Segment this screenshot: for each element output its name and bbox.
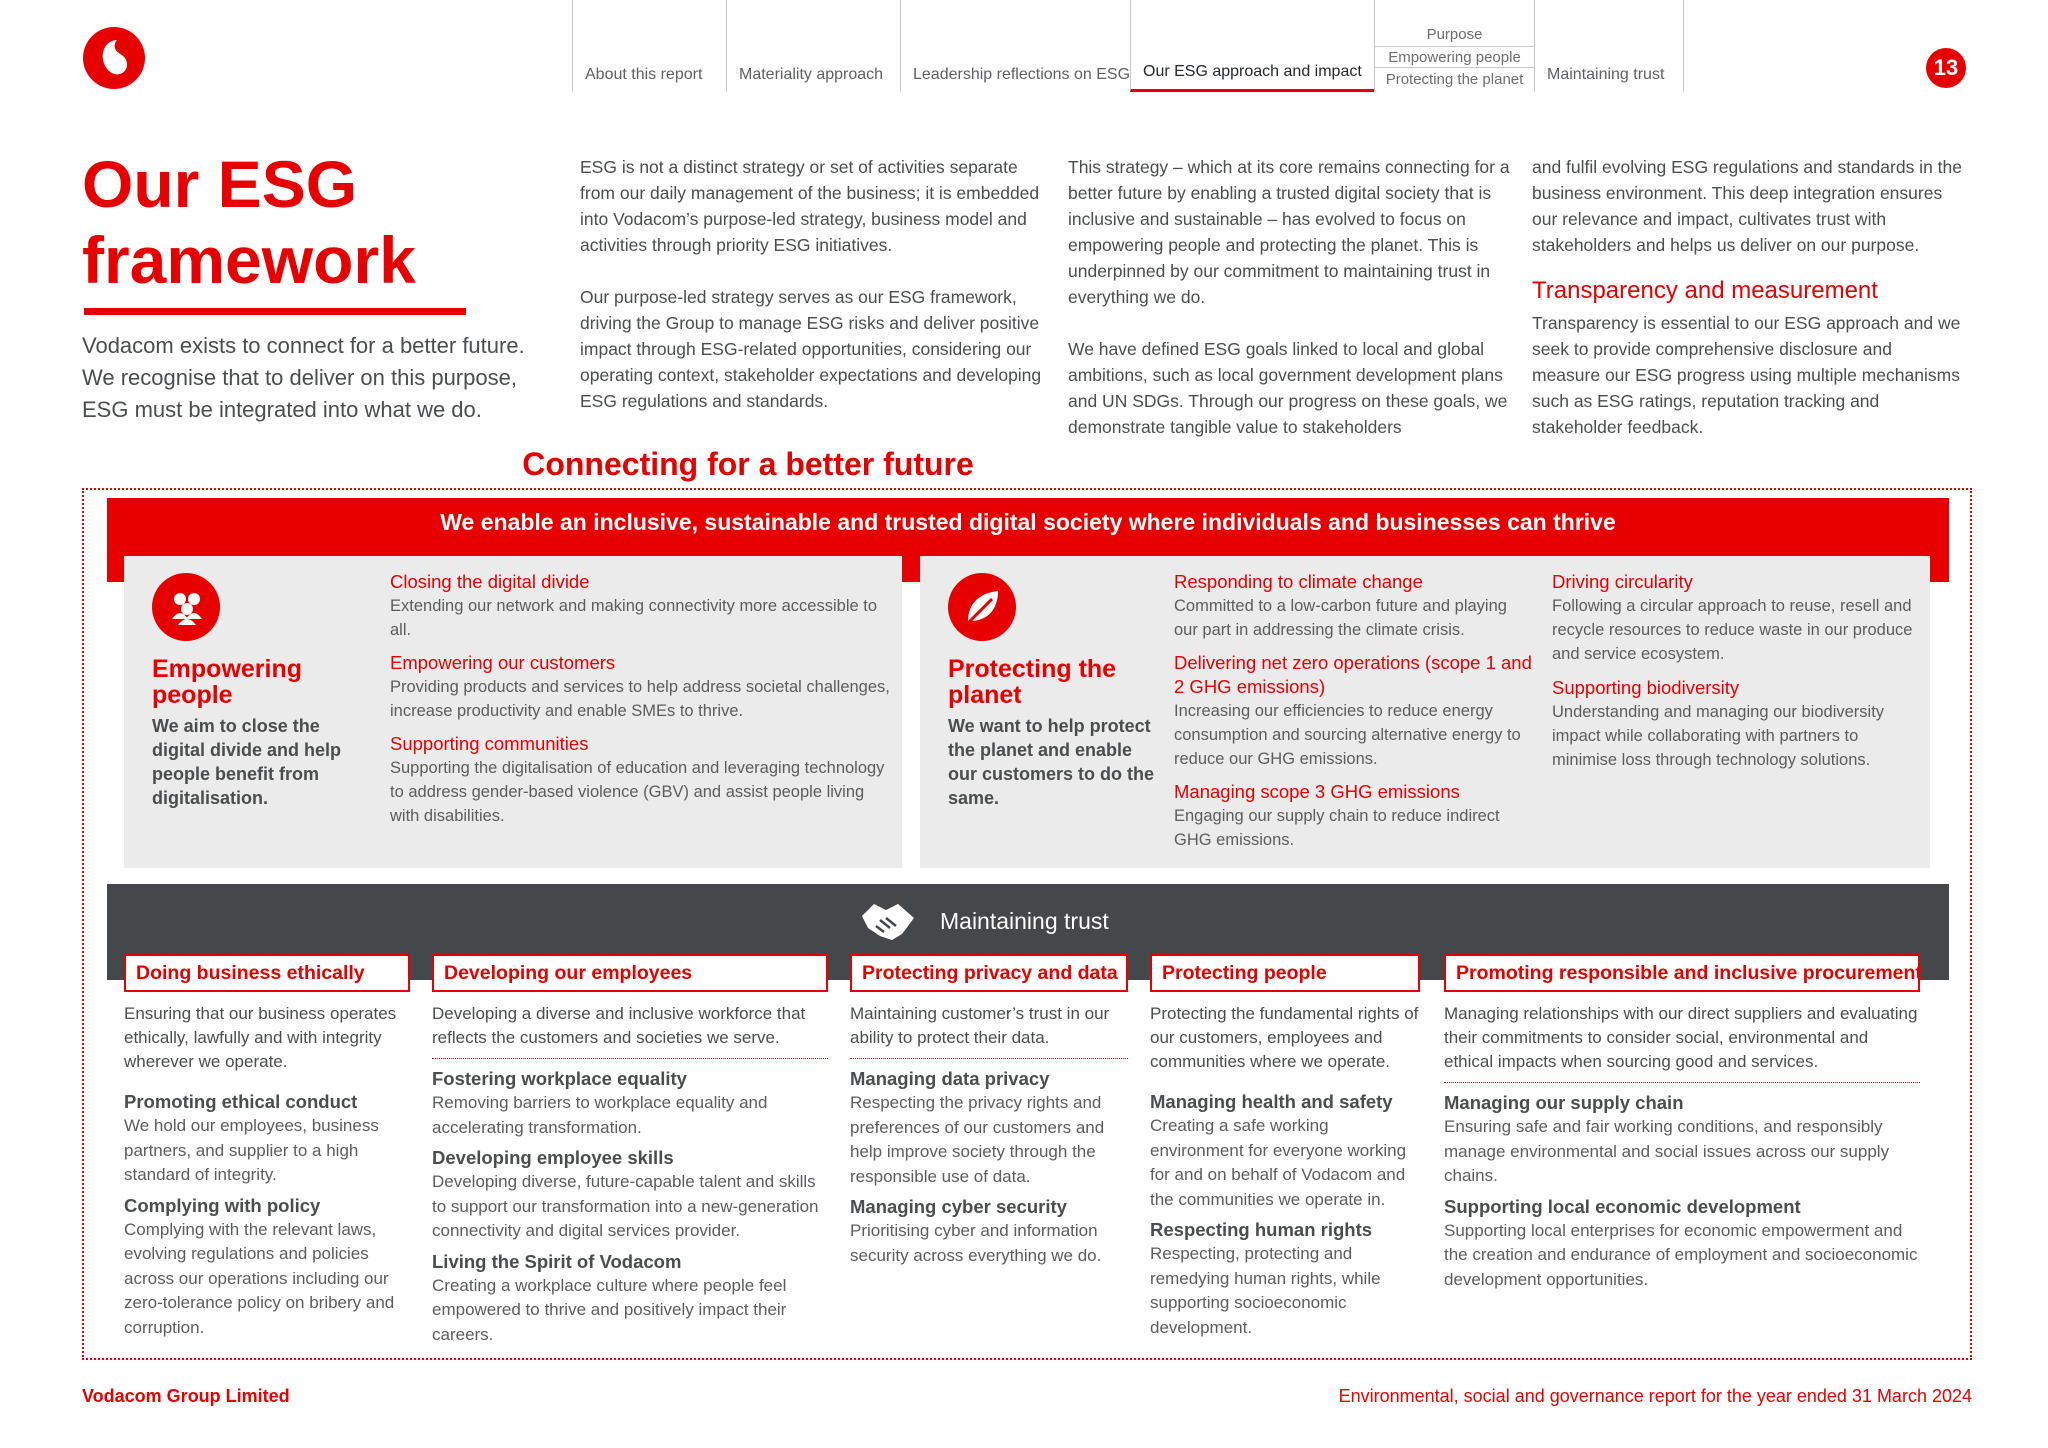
nav-sub-purpose[interactable]: Purpose [1426,26,1483,43]
page-title: Our ESG framework [82,147,416,297]
nav-tab-leadership[interactable]: Leadership reflections on ESG [900,0,1142,92]
trust-column-ethics: Doing business ethically Ensuring that our business operates ethically, lawfully and with integrity wherever we operate. Promoting ethical conduct We hold our employees, business partners, and supplier to a high standard of integrity. Complying with policy Complying with the relevant laws, evolving regulations and policies across our operations including our zero-tolerance policy on bribery and corruption. [124,954,410,1346]
trust-column-title: Doing business ethically [124,954,410,992]
footer-company: Vodacom Group Limited [82,1386,290,1406]
item-empowering-customers: Empowering our customers Providing products and services to help address societal challenges, increase productivity and enable SMEs to thrive. [390,652,890,720]
people-icon [152,573,220,641]
nav-tab-about[interactable]: About this report [572,0,714,92]
trust-column-title: Promoting responsible and inclusive procurement [1444,954,1920,992]
item-driving-circularity: Driving circularity Following a circular approach to reuse, resell and recycle resources to reduce waste in our produce and service ecosystem. [1552,571,1913,663]
transparency-heading: Transparency and measurement [1532,277,1878,304]
footer-report-title: Environmental, social and governance report for the year ended 31 March 2024 [1338,1386,1972,1406]
item-responding-climate-change: Responding to climate change Committed to a low-carbon future and playing our part in addressing the climate crisis. [1174,571,1507,639]
body-column-2: This strategy – which at its core remains connecting for a better future by enabling a trusted digital society that is inclusive and sustainable – has evolved to focus on empowering people and protecting the planet. This is underpinned by our commitment to maintaining trust in everything we do. We have defined ESG goals linked to local and global ambitions, such as local government development plans and UN SDGs. Through our progress on these goals, we demonstrate tangible value to stakeholders [1068,157,1510,437]
leaf-icon [948,573,1016,641]
framework-heading: Connecting for a better future [522,446,974,482]
empowering-people-desc: We aim to close the digital divide and help people benefit from digitalisation. [152,716,342,808]
trust-column-procurement: Promoting responsible and inclusive procurement Managing relationships with our direct suppliers and evaluating their commitments to consider social, environmental and ethical impacts when sourcing good and services. Managing our supply chain Ensuring safe and fair working conditions, and responsibly manage environmental and social issues across our supply chains. Supporting local economic development Supporting local enterprises for economic empowerment and the creation and endurance of employment and socioeconomic development opportunities. [1444,954,1920,1298]
nav-tab-esg-approach[interactable]: Our ESG approach and impact [1130,0,1374,92]
trust-column-title: Protecting people [1150,954,1420,992]
trust-column-title: Developing our employees [432,954,828,992]
title-underline [84,308,466,315]
trust-column-privacy: Protecting privacy and data Maintaining customer’s trust in our ability to protect their data. Managing data privacy Respecting the privacy rights and preferences of our customers and help improve society through the responsible use of data. Managing cyber security Prioritising cyber and information security across everything we do. [850,954,1128,1274]
body-column-1: ESG is not a distinct strategy or set of activities separate from our daily management of the business; it is embedded into Vodacom’s purpose-led strategy, business model and activities through priority ESG initiatives. Our purpose-led strategy serves as our ESG framework, driving the Group to manage ESG risks and deliver positive impact through ESG-related opportunities, considering our operating context, stakeholder expectations and developing ESG regulations and standards. [580,157,1042,411]
empowering-people-title: Empowering people [152,655,303,709]
item-scope3-emissions: Managing scope 3 GHG emissions Engaging our supply chain to reduce indirect GHG emissions. [1174,781,1500,849]
nav-tab-maintaining-trust[interactable]: Maintaining trust [1534,0,1684,92]
vodacom-logo[interactable] [82,26,146,90]
body-column-3: and fulfil evolving ESG regulations and standards in the business environment. This deep integration ensures our relevance and impact, cultivates trust with stakeholders and helps us deliver on our purpose. Transparency and measurement Transparency is essential to our ESG approach and we seek to provide comprehensive disclosure and measure our ESG progress using multiple mechanisms such as ESG ratings, reputation tracking and stakeholder feedback. [1532,157,1962,437]
page-number-badge: 13 [1926,48,1966,88]
nav-tab-materiality[interactable]: Materiality approach [726,0,895,92]
item-closing-digital-divide: Closing the digital divide Extending our network and making connectivity more accessible to all. [390,571,877,639]
nav-sub-empowering-people[interactable]: Empowering people [1375,46,1534,68]
protecting-planet-desc: We want to help protect the planet and enable our customers to do the same. [948,716,1155,808]
nav-submenu [1374,0,1534,92]
trust-column-protecting-people: Protecting people Protecting the fundamental rights of our customers, employees and communities where we operate. Managing health and safety Creating a safe working environment for everyone working for and on behalf of Vodacom and the communities we operate in. Respecting human rights Respecting, protecting and remedying human rights, while supporting socioeconomic development. [1150,954,1420,1346]
item-net-zero-operations: Delivering net zero operations (scope 1 and 2 GHG emissions) Increasing our efficiencies to reduce energy consumption and sourcing alternative energy to reduce our GHG emissions. [1174,652,1532,768]
item-supporting-biodiversity: Supporting biodiversity Understanding and managing our biodiversity impact while collaborating with partners to minimise loss through technology solutions. [1552,677,1885,769]
intro-text: Vodacom exists to connect for a better future. We recognise that to deliver on this purpose, ESG must be integrated into what we do. [82,333,525,422]
item-supporting-communities: Supporting communities Supporting the digitalisation of education and leveraging technology to address gender-based violence (GBV) and assist people living with disabilities. [390,733,885,825]
trust-column-title: Protecting privacy and data [850,954,1128,992]
nav-sub-protecting-planet[interactable]: Protecting the planet [1385,71,1524,88]
maintaining-trust-title: Maintaining trust [940,908,1109,934]
trust-column-employees: Developing our employees Developing a diverse and inclusive workforce that reflects the customers and societies we serve. Fostering workplace equality Removing barriers to workplace equality and accelerating transformation. Developing employee skills Developing diverse, future-capable talent and skills to support our transformation into a new-generation connectivity and digital services provider. Living the Spirit of Vodacom Creating a workplace culture where people feel empowered to thrive and positively impact their careers. [432,954,828,1353]
framework-banner: We enable an inclusive, sustainable and trusted digital society where individuals and businesses can thrive [107,498,1949,582]
protecting-planet-title: Protecting the planet [948,655,1117,709]
handshake-icon [858,896,918,948]
